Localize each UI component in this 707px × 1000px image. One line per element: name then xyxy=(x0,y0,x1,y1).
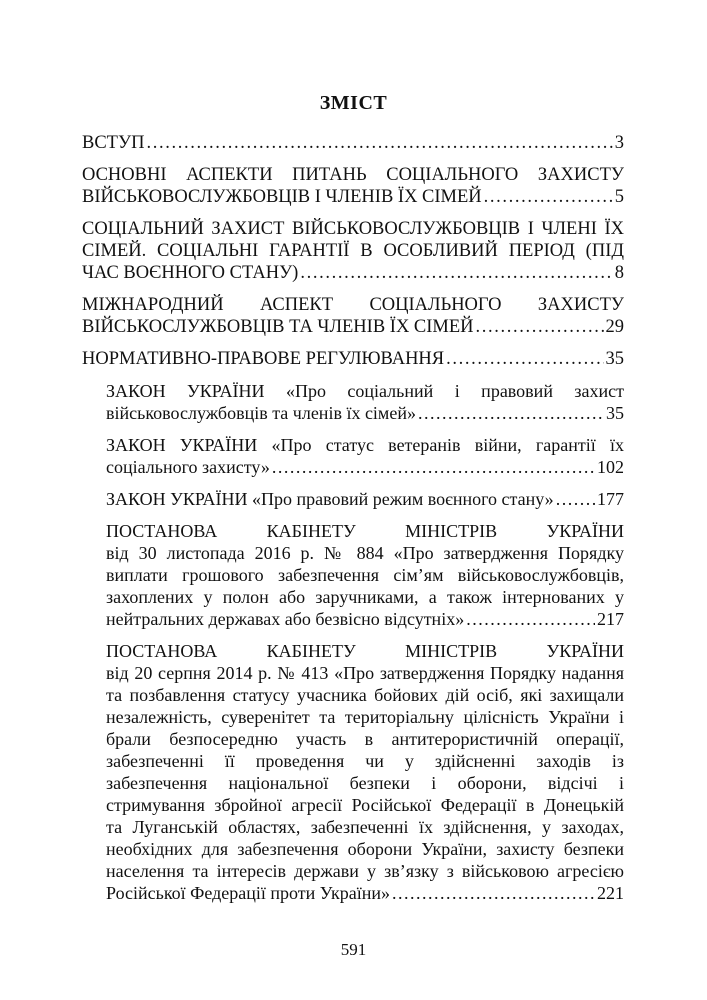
dot-leader xyxy=(146,132,612,154)
toc-entry[interactable] xyxy=(106,640,624,904)
toc-page-number: 8 xyxy=(614,263,624,283)
toc-page-number: 35 xyxy=(606,403,624,423)
toc-entry-line: ПОСТАНОВА КАБІНЕТУ МІНІСТРІВ УКРАЇНИ xyxy=(106,521,624,541)
toc-entry-line: забезпеченні її проведення чи у здійсненні заходів із xyxy=(106,751,624,771)
dot-leader xyxy=(556,488,595,510)
toc-entry-final-line xyxy=(106,456,624,478)
toc-entry[interactable] xyxy=(82,132,624,154)
toc-entry-line: населення та інтересів держави у зв’язку з військовою агресією xyxy=(106,861,624,881)
toc-page-number: 177 xyxy=(597,489,624,509)
toc-page-number: 35 xyxy=(605,349,624,369)
toc-entry-final-line xyxy=(106,488,624,510)
toc-entry-line: необхідних для забезпечення оборони України, захисту безпеки xyxy=(106,839,624,859)
toc-entry-line: ЗАКОН УКРАЇНИ «Про статус ветеранів війни, гарантії їх xyxy=(106,435,624,455)
toc-entry-line: незалежність, суверенітет та територіальну цілісність України і xyxy=(106,707,624,727)
dot-leader xyxy=(466,608,595,630)
toc-entry-text: НОРМАТИВНО-ПРАВОВЕ РЕГУЛЮВАННЯ xyxy=(82,349,445,369)
toc-entry[interactable] xyxy=(106,488,624,510)
toc-entry-line: СОЦІАЛЬНИЙ ЗАХИСТ ВІЙСЬКОВОСЛУЖБОВЦІВ І ЧЛЕНІ ЇХ xyxy=(82,219,624,239)
toc-entry-text: нейтральних державах або безвісно відсутніх» xyxy=(106,609,465,629)
toc-entry-line: виплати грошового забезпечення сім’ям військовослужбовців, xyxy=(106,565,624,585)
toc-entry-line: та Луганській областях, забезпеченні їх здійснення, у заходах, xyxy=(106,817,624,837)
toc-entry[interactable] xyxy=(82,164,624,208)
toc-page-number: 3 xyxy=(614,133,624,153)
page-number: 591 xyxy=(340,940,367,959)
toc-entry[interactable] xyxy=(106,434,624,478)
toc-entry[interactable] xyxy=(82,218,624,284)
toc-entry-line: ПОСТАНОВА КАБІНЕТУ МІНІСТРІВ УКРАЇНИ xyxy=(106,641,624,661)
table-of-contents xyxy=(82,132,624,914)
toc-entry[interactable] xyxy=(106,520,624,630)
dot-leader xyxy=(392,882,595,904)
toc-entry-line: від 20 серпня 2014 р. № 413 «Про затвердження Порядку надання xyxy=(106,663,624,683)
toc-entry[interactable] xyxy=(106,380,624,424)
dot-leader xyxy=(272,456,595,478)
toc-page-number: 221 xyxy=(597,883,624,903)
toc-entry-text: Російської Федерації проти України» xyxy=(106,883,390,903)
toc-entry-line: МІЖНАРОДНИЙ АСПЕКТ СОЦІАЛЬНОГО ЗАХИСТУ xyxy=(82,295,624,315)
toc-entry-line: захоплених у полон або заручниками, а також інтернованих у xyxy=(106,587,624,607)
toc-entry[interactable] xyxy=(82,348,624,370)
toc-entry-final-line xyxy=(106,882,624,904)
toc-entry-line: та позбавлення статусу учасника бойових дій осіб, які захищали xyxy=(106,685,624,705)
toc-page-number: 5 xyxy=(614,187,624,207)
toc-entry-final-line xyxy=(82,262,624,284)
toc-entry-final-line xyxy=(82,186,624,208)
toc-entry-text: ВІЙСЬКОСЛУЖБОВЦІВ ТА ЧЛЕНІВ ЇХ СІМЕЙ xyxy=(82,317,474,337)
toc-entry-line: брали безпосередню участь в антитерористичній операції, xyxy=(106,729,624,749)
dot-leader xyxy=(446,348,603,370)
toc-entry-text: ВСТУП xyxy=(82,133,145,153)
toc-entry-final-line xyxy=(82,348,624,370)
toc-entry-text: військовослужбовців та членів їх сімей» xyxy=(106,403,416,423)
toc-entry[interactable] xyxy=(82,294,624,338)
toc-entry-line: ЗАКОН УКРАЇНИ «Про соціальний і правовий захист xyxy=(106,381,624,401)
toc-entry-text: ВІЙСЬКОВОСЛУЖБОВЦІВ І ЧЛЕНІВ ЇХ СІМЕЙ xyxy=(82,187,482,207)
toc-entry-line: стримування збройної агресії Російської Федерації в Донецькій xyxy=(106,795,624,815)
toc-entry-line: СІМЕЙ. СОЦІАЛЬНІ ГАРАНТІЇ В ОСОБЛИВИЙ ПЕРІОД (ПІД xyxy=(82,241,624,261)
toc-entry-final-line xyxy=(82,132,624,154)
toc-entry-final-line xyxy=(106,608,624,630)
toc-entry-text: соціального захисту» xyxy=(106,457,270,477)
toc-page-number: 217 xyxy=(597,609,624,629)
toc-entry-line: забезпечення національної безпеки і оборони, відсічі і xyxy=(106,773,624,793)
toc-page-number: 29 xyxy=(605,317,624,337)
toc-entry-text: ЗАКОН УКРАЇНИ «Про правовий режим воєнного стану» xyxy=(106,489,554,509)
dot-leader xyxy=(418,402,604,424)
toc-entry-line: від 30 листопада 2016 р. № 884 «Про затвердження Порядку xyxy=(106,543,624,563)
toc-entry-final-line xyxy=(82,316,624,338)
toc-entry-text: ЧАС ВОЄННОГО СТАНУ) xyxy=(82,263,299,283)
toc-entry-line: ОСНОВНІ АСПЕКТИ ПИТАНЬ СОЦІАЛЬНОГО ЗАХИСТУ xyxy=(82,165,624,185)
toc-entry-final-line xyxy=(106,402,624,424)
toc-page-number: 102 xyxy=(597,457,624,477)
dot-leader xyxy=(484,186,613,208)
dot-leader xyxy=(300,262,612,284)
dot-leader xyxy=(476,316,604,338)
page-title: ЗМІСТ xyxy=(319,92,388,114)
